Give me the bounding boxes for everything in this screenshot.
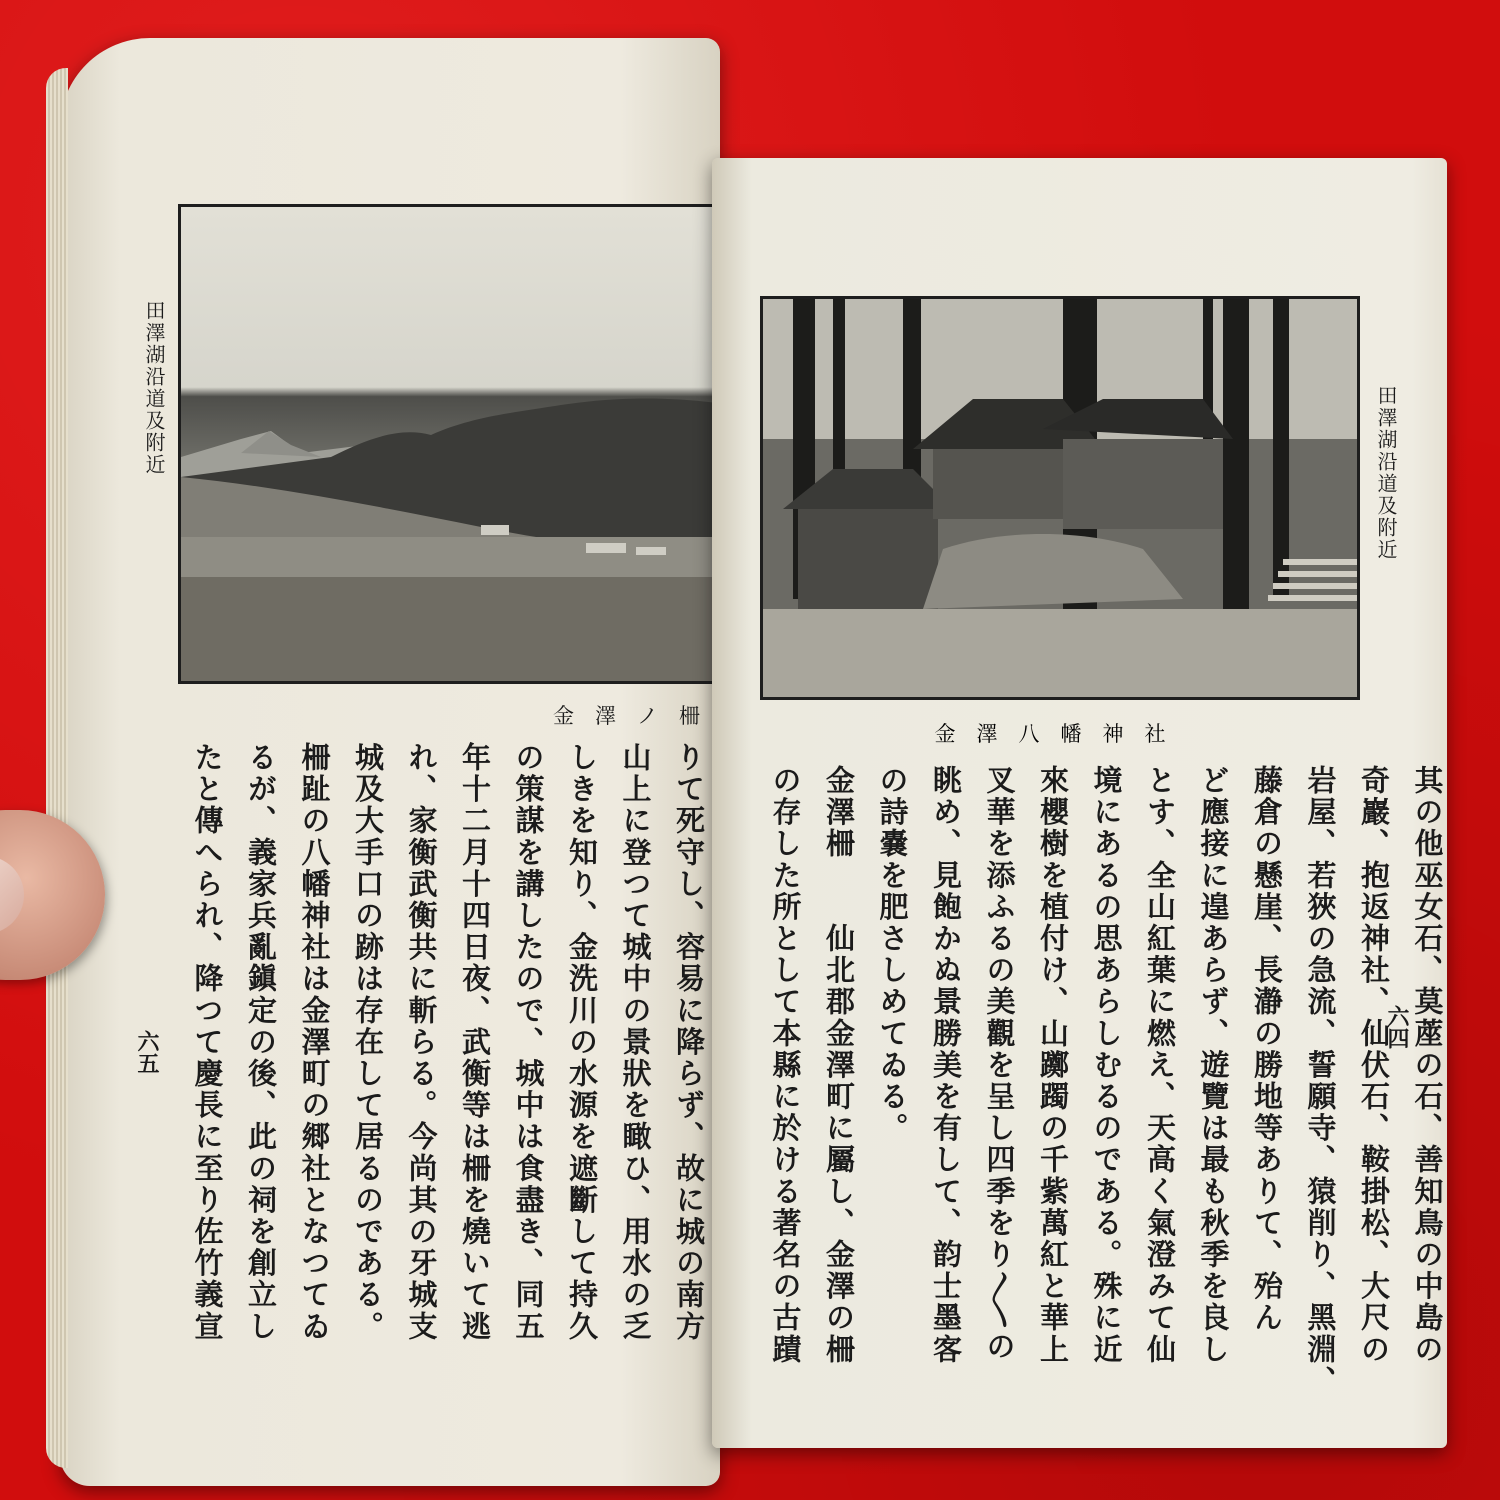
left-page-number: 六五 xyxy=(134,1030,160,1074)
left-running-title: 田澤湖沿道及附近 xyxy=(142,300,166,476)
left-photo-caption-text: 金 澤 ノ 柵 xyxy=(553,704,700,728)
left-body-text: りて死守し、容易に降らず、故に城の南方 山上に登つて城中の景狀を瞰ひ、用水の乏 しきを知り、金洗川の水源を遮斷して持久 の策謀を講したので、城中は食盡き、同五 年十二月十四日夜、武衡等は柵を燒いて逃 れ、家衡武衡共に斬らる。今尚其の牙城支 城及大手口の跡は存在して居るのである。 柵趾の八幡神社は金澤町の郷社となつてゐ るが、義家兵亂鎭定の後、此の祠を創立し たと傳へられ、降つて慶長に至り佐竹義宣 xyxy=(190,742,706,1343)
right-running-title: 田澤湖沿道及附近 xyxy=(1374,385,1398,561)
right-body-text: 其の他巫女石、莫蓙の石、善知鳥の中島の 奇巖、抱返神社、仙伏石、鞍掛松、大尺の 岩屋、若狹の急流、誓願寺、猿削り、黑淵、 藤倉の懸崖、長瀞の勝地等ありて、殆ん ど應接に遑あらず、遊覽は最も秋季を良し とす、全山紅葉に燃え、天高く氣澄みて仙 境にあるの思あらしむるのである。殊に近 來櫻樹を植付け、山躑躅の千紫萬紅と華上 叉華を添ふるの美觀を呈し四季をり〳〵の 眺め、見飽かぬ景勝美を有して、韵士墨客 の詩嚢を肥さしめてゐる。 金澤柵 仙北郡金澤町に屬し、金澤の柵 の存した所として本縣に於ける著名の古蹟 xyxy=(768,765,1445,1397)
right-page-photo xyxy=(760,296,1360,700)
right-photo-caption: 金 澤 八 幡 神 社 xyxy=(934,722,1166,746)
right-page-number: 六四 xyxy=(1384,1005,1410,1049)
shrine-photo-illustration xyxy=(763,299,1357,697)
landscape-photo-illustration xyxy=(181,207,717,681)
left-page-photo xyxy=(178,204,720,684)
